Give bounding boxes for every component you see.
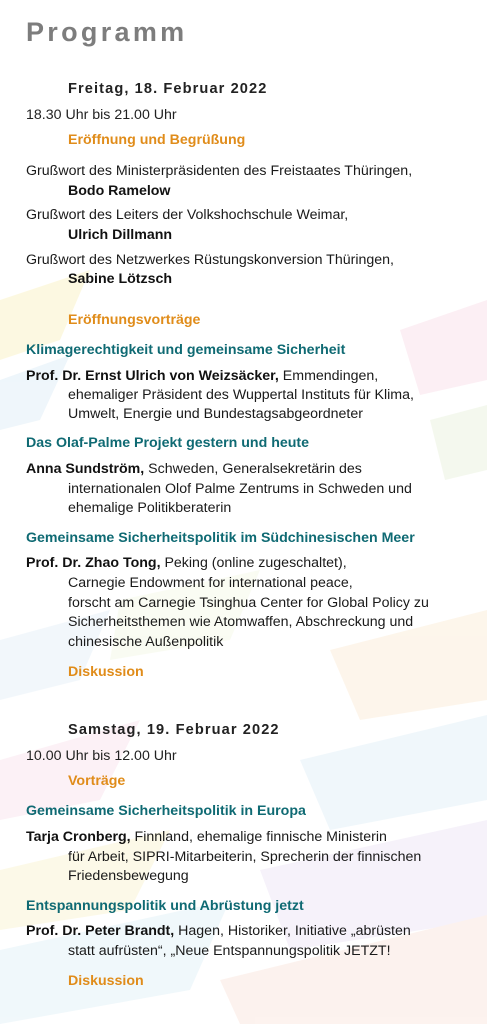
greeting-3-name: Sabine Lötzsch [68, 271, 173, 287]
talk-3-heading: Gemeinsame Sicherheitspolitik im Südchinesischen Meer [26, 530, 415, 546]
talk-4-heading: Gemeinsame Sicherheitspolitik in Europa [26, 803, 306, 819]
greeting-3-text: Grußwort des Netzwerkes Rüstungskonversion Thüringen, [26, 252, 394, 268]
talk-5-heading: Entspannungspolitik und Abrüstung jetzt [26, 898, 304, 914]
greeting-2-name: Ulrich Dillmann [68, 227, 173, 243]
greeting-1-name: Bodo Ramelow [68, 183, 171, 199]
section-opening-heading: Eröffnung und Begrüßung [68, 132, 246, 148]
day2-date: Samstag, 19. Februar 2022 [68, 722, 280, 738]
talk-1-first-line: Emmendingen, [278, 368, 379, 384]
talk-3-speaker: Prof. Dr. Zhao Tong, [26, 555, 161, 571]
greeting-2-text: Grußwort des Leiters der Volkshochschule Weimar, [26, 207, 349, 223]
talk-4-speaker-line [26, 828, 387, 846]
talk-1-speaker-line [26, 367, 378, 385]
talk-1-line: Umwelt, Energie und Bundestagsabgeordneter [68, 406, 363, 422]
day2-discussion: Diskussion [68, 973, 144, 989]
section-talks-heading: Eröffnungsvorträge [68, 312, 201, 328]
day2-section-talks-heading: Vorträge [68, 773, 126, 789]
talk-2-speaker-line [26, 460, 362, 478]
talk-3-line: Sicherheitsthemen wie Atomwaffen, Abschreckung und [68, 614, 414, 630]
day1-time: 18.30 Uhr bis 21.00 Uhr [26, 107, 177, 123]
talk-4-line: für Arbeit, SIPRI-Mitarbeiterin, Sprecherin der finnischen [68, 849, 422, 865]
talk-2-speaker: Anna Sundström, [26, 461, 145, 477]
talk-1-heading: Klimagerechtigkeit und gemeinsame Sicherheit [26, 342, 346, 358]
talk-5-speaker-line [26, 922, 411, 940]
talk-1-speaker: Prof. Dr. Ernst Ulrich von Weizsäcker, [26, 368, 279, 384]
talk-4-speaker: Tarja Cronberg, [26, 829, 131, 845]
day1-discussion: Diskussion [68, 664, 144, 680]
talk-4-line: Friedensbewegung [68, 868, 189, 884]
talk-5-line: statt aufrüsten“, „Neue Entspannungspolitik JETZT! [68, 943, 391, 959]
talk-1-line: ehemaliger Präsident des Wuppertal Instituts für Klima, [68, 387, 414, 403]
day1-date: Freitag, 18. Februar 2022 [68, 81, 268, 97]
talk-2-first-line: Schweden, Generalsekretärin des [144, 461, 362, 477]
talk-3-line: forscht am Carnegie Tsinghua Center for Global Policy zu [68, 595, 429, 611]
talk-5-speaker: Prof. Dr. Peter Brandt, [26, 923, 175, 939]
greeting-1-text: Grußwort des Ministerpräsidenten des Freistaates Thüringen, [26, 163, 413, 179]
talk-2-line: ehemalige Politikberaterin [68, 500, 232, 516]
talk-3-first-line: Peking (online zugeschaltet), [160, 555, 347, 571]
page-title: Programm [26, 17, 188, 47]
day2-time: 10.00 Uhr bis 12.00 Uhr [26, 748, 177, 764]
talk-5-first-line: Hagen, Historiker, Initiative „abrüsten [174, 923, 411, 939]
talk-2-line: internationalen Olof Palme Zentrums in Schweden und [68, 481, 412, 497]
talk-3-line: chinesische Außenpolitik [68, 634, 224, 650]
talk-3-speaker-line [26, 554, 347, 572]
talk-2-heading: Das Olaf-Palme Projekt gestern und heute [26, 435, 310, 451]
talk-4-first-line: Finnland, ehemalige finnische Ministerin [130, 829, 387, 845]
talk-3-line: Carnegie Endowment for international peace, [68, 575, 353, 591]
